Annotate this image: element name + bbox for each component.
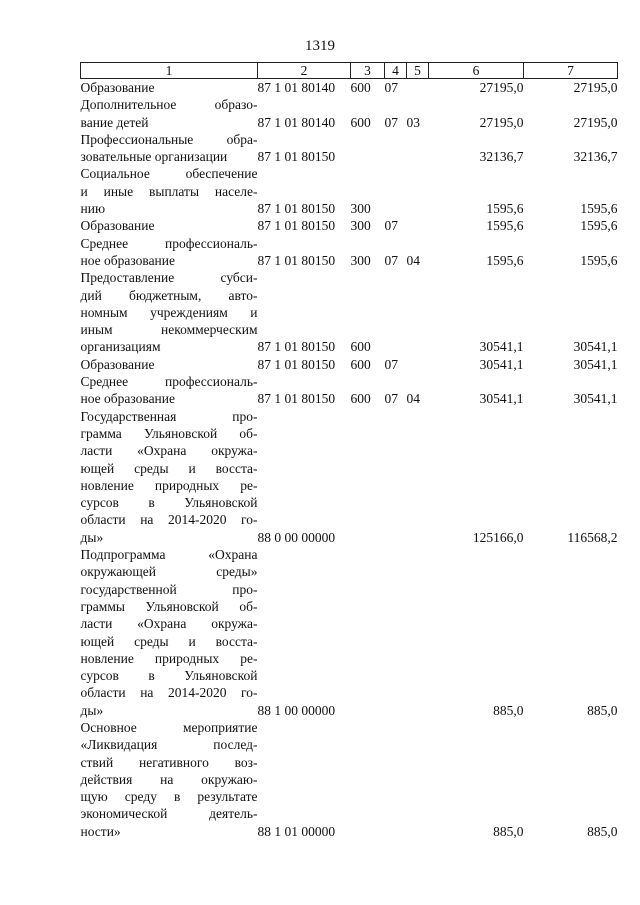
row-name [81, 235, 258, 270]
column-header: 5 [407, 63, 429, 79]
row-value-7: 27195,0 [573, 80, 618, 95]
row-name-line: Образование [80, 218, 155, 234]
row-value-7: 27195,0 [573, 114, 618, 130]
row-value-6: 30541,1 [479, 391, 524, 407]
row-code: 87 1 01 80140 [257, 80, 336, 95]
row-col4: 07 [384, 391, 398, 407]
row-name [81, 546, 258, 719]
row-value-6: 27195,0 [479, 80, 524, 95]
row-name-line: грамма Ульяновской об- [80, 425, 258, 441]
row-name-line: ное образование [80, 252, 175, 268]
row-name-line: сурсов в Ульяновской [80, 495, 258, 511]
row-value-6: 1595,6 [486, 201, 524, 217]
row-value-6: 27195,0 [479, 114, 524, 130]
row-name-line: области на 2014-2020 го- [80, 512, 258, 528]
row-name-line: Среднее профессиональ- [80, 374, 258, 390]
row-value-6: 30541,1 [479, 339, 524, 355]
row-name-line: щую среду в результате [80, 789, 258, 805]
row-name-line: вание детей [80, 114, 149, 130]
row-code: 87 1 01 80150 [257, 218, 336, 234]
row-code: 87 1 01 80150 [257, 356, 336, 372]
row-name-line: Основное мероприятие [80, 719, 258, 735]
row-name-line: новление природных ре- [80, 650, 258, 666]
row-name [81, 79, 258, 97]
row-name-line: дий бюджетным, авто- [80, 287, 258, 303]
table-body [81, 79, 618, 841]
row-col4 [385, 131, 407, 166]
row-value-7: 116568,2 [567, 529, 618, 545]
row-name-line: иным некоммерческим [80, 322, 258, 338]
row-name-line: ющей среды и восста- [80, 460, 258, 476]
row-value-6: 885,0 [493, 823, 524, 839]
column-header: 7 [524, 63, 618, 79]
table-row [81, 235, 618, 270]
row-col5 [407, 356, 429, 373]
row-code: 87 1 01 80150 [257, 339, 336, 355]
row-col5: 04 [406, 252, 420, 268]
table-row [81, 269, 618, 355]
row-col4: 07 [384, 114, 398, 130]
row-value-6: 1595,6 [486, 218, 524, 234]
row-name [81, 373, 258, 408]
row-name-line: новление природных ре- [80, 477, 258, 493]
row-value-7: 885,0 [587, 702, 618, 718]
table-row [81, 131, 618, 166]
row-col3: 300 [350, 201, 371, 217]
row-code: 88 0 00 00000 [257, 529, 336, 545]
page-number: 1319 [305, 38, 335, 54]
row-code: 87 1 01 80140 [257, 114, 336, 130]
row-name-line: ности» [80, 823, 121, 839]
table-row [81, 96, 618, 131]
row-col5 [407, 165, 429, 217]
row-name-line: области на 2014-2020 го- [80, 685, 258, 701]
row-col5: 03 [406, 114, 420, 130]
column-header: 6 [429, 63, 524, 79]
row-col3: 600 [350, 114, 371, 130]
row-name-line: ды» [80, 702, 104, 718]
row-name-line: «Ликвидация послед- [80, 737, 258, 753]
row-col3: 600 [350, 391, 371, 407]
row-value-6: 885,0 [493, 702, 524, 718]
row-col3: 600 [350, 356, 371, 372]
row-name-line: нию [80, 201, 106, 217]
row-name [81, 96, 258, 131]
row-value-6: 125166,0 [472, 529, 524, 545]
row-name-line: окружающей среды» [80, 564, 258, 580]
row-name [81, 408, 258, 546]
row-col5 [407, 131, 429, 166]
row-col3: 300 [350, 218, 371, 234]
row-name-line: ласти «Охрана окружа- [80, 616, 258, 632]
row-col3 [351, 546, 385, 719]
row-col4 [385, 408, 407, 546]
row-name-line: Образование [80, 356, 155, 372]
row-value-7: 30541,1 [573, 356, 618, 372]
row-col3: 300 [350, 252, 371, 268]
row-code: 87 1 01 80150 [257, 391, 336, 407]
row-name-line: ющей среды и восста- [80, 633, 258, 649]
budget-table [80, 62, 618, 840]
column-header: 4 [385, 63, 407, 79]
row-col4 [385, 269, 407, 355]
row-col4 [385, 719, 407, 840]
row-name-line: Подпрограмма «Охрана [80, 547, 258, 563]
row-col3 [351, 719, 385, 840]
row-value-6: 30541,1 [479, 356, 524, 372]
row-col4: 07 [384, 80, 398, 95]
row-name-line: Дополнительное образо- [80, 97, 258, 113]
row-name-line: Предоставление субси- [80, 270, 258, 286]
row-value-7: 30541,1 [573, 391, 618, 407]
row-code: 87 1 01 80150 [257, 252, 336, 268]
row-col5 [407, 408, 429, 546]
table-row [81, 408, 618, 546]
row-code: 88 1 01 00000 [257, 823, 336, 839]
row-value-7: 32136,7 [573, 149, 618, 165]
row-col5 [407, 269, 429, 355]
table-row [81, 165, 618, 217]
row-col5: 04 [406, 391, 420, 407]
table-row [81, 719, 618, 840]
row-name-line: экономической деятель- [80, 806, 258, 822]
row-name-line: и иные выплаты населе- [80, 183, 258, 199]
row-name [81, 356, 258, 373]
row-name [81, 165, 258, 217]
row-name-line: ды» [80, 529, 104, 545]
row-value-6: 32136,7 [479, 149, 524, 165]
row-name-line: граммы Ульяновской об- [80, 598, 258, 614]
row-col4: 07 [384, 252, 398, 268]
row-name-line: зовательные организации [80, 149, 228, 165]
table-row [81, 356, 618, 373]
column-header: 1 [81, 63, 258, 79]
row-name-line: государственной про- [80, 581, 258, 597]
row-name [81, 719, 258, 840]
row-name-line: ласти «Охрана окружа- [80, 443, 258, 459]
row-name-line: Социальное обеспечение [80, 166, 258, 182]
row-name-line: номным учреждениям и [80, 304, 258, 320]
row-col4 [385, 546, 407, 719]
row-name-line: действия на окружаю- [80, 771, 258, 787]
row-name-line: организациям [80, 339, 161, 355]
row-name-line: ствий негативного воз- [80, 754, 258, 770]
row-name-line: Образование [80, 80, 155, 95]
table-row [81, 373, 618, 408]
row-col4: 07 [384, 356, 398, 372]
row-col5 [407, 546, 429, 719]
row-col3: 600 [350, 339, 371, 355]
row-col3 [351, 408, 385, 546]
table-row [81, 546, 618, 719]
row-col5 [407, 719, 429, 840]
column-header: 3 [351, 63, 385, 79]
column-header: 2 [258, 63, 351, 79]
row-value-7: 1595,6 [580, 201, 618, 217]
row-name-line: Профессиональные обра- [80, 131, 258, 147]
table-row [81, 79, 618, 97]
row-col3 [351, 131, 385, 166]
row-value-7: 885,0 [587, 823, 618, 839]
row-code: 87 1 01 80150 [257, 201, 336, 217]
table-header [81, 63, 618, 79]
row-col3: 600 [350, 80, 371, 95]
row-name-line: Среднее профессиональ- [80, 235, 258, 251]
row-name [81, 217, 258, 234]
row-value-7: 30541,1 [573, 339, 618, 355]
row-value-7: 1595,6 [580, 218, 618, 234]
row-name-line: сурсов в Ульяновской [80, 668, 258, 684]
row-code: 87 1 01 80150 [257, 149, 336, 165]
table-row [81, 217, 618, 234]
row-col4: 07 [384, 218, 398, 234]
row-name-line: Государственная про- [80, 408, 258, 424]
row-name [81, 269, 258, 355]
row-col4 [385, 165, 407, 217]
row-value-6: 1595,6 [486, 252, 524, 268]
row-value-7: 1595,6 [580, 252, 618, 268]
row-col5 [407, 79, 429, 97]
row-name-line: ное образование [80, 391, 175, 407]
row-name [81, 131, 258, 166]
row-col5 [407, 217, 429, 234]
row-code: 88 1 00 00000 [257, 702, 336, 718]
